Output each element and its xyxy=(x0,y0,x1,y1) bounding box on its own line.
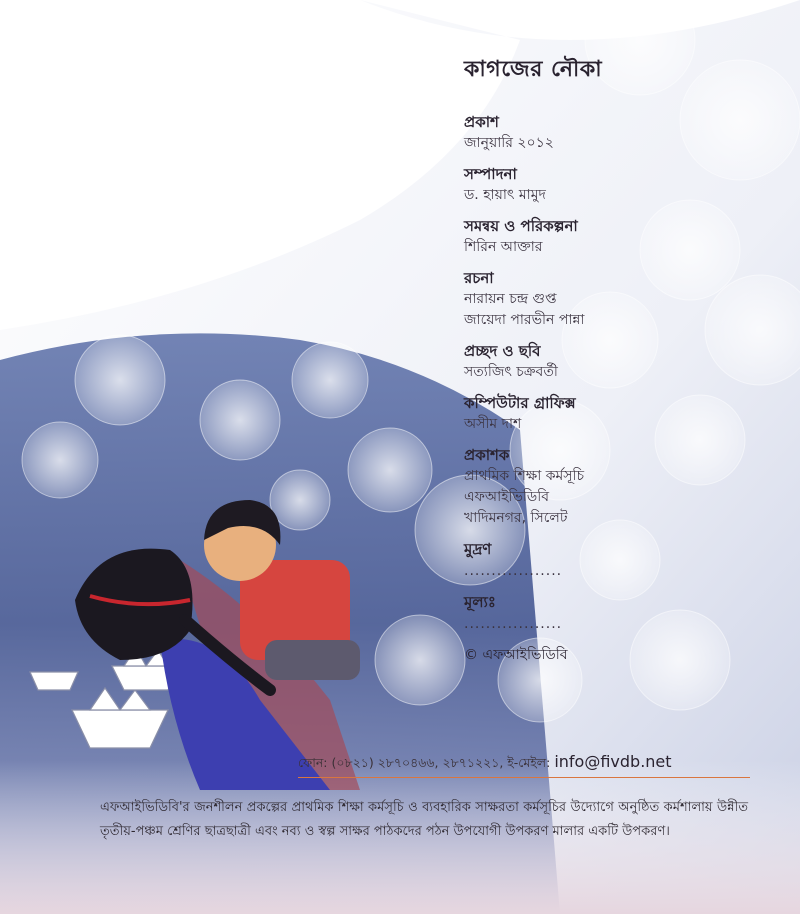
footer-description: এফআইভিডিবি'র জনশীলন প্রকল্পের প্রাথমিক শিক্ষা কর্মসূচি ও ব্যবহারিক সাক্ষরতা কর্মসূচির উদ্যোগে অনুষ্ঠিত কর্মশালায় উন্নীত তৃতীয়-পঞ্চম শ্রেণির ছাত্রছাত্রী এবং নব্য ও স্বল্প সাক্ষর পাঠকদের পঠন উপযোগী উপকরণ মালার একটি উপকরণ। xyxy=(100,800,748,839)
credit-publisher xyxy=(464,444,784,529)
book-title: কাগজের নৌকা xyxy=(464,57,603,82)
credit-value: জানুয়ারি ২০১২ xyxy=(464,135,554,151)
phone-text: ফোন: (০৮২১) ২৮৭০৪৬৬, ২৮৭১২২১, ই-মেইল: xyxy=(298,755,551,770)
credit-label: সমন্বয় ও পরিকল্পনা xyxy=(464,217,578,235)
credit-label: রচনা xyxy=(464,269,494,287)
credit-value: জায়েদা পারভীন পান্না xyxy=(464,312,585,328)
credits-block xyxy=(464,52,784,666)
price-blank: .................. xyxy=(464,616,563,632)
credit-label: প্রকাশ xyxy=(464,113,499,131)
credit-label: কম্পিউটার গ্রাফিক্স xyxy=(464,394,576,412)
credit-value: নারায়ন চন্দ্র গুপ্ত xyxy=(464,291,557,307)
copyright-notice: © এফআইভিডিবি xyxy=(464,647,568,663)
credit-printing xyxy=(464,538,784,582)
credit-value: প্রাথমিক শিক্ষা কর্মসূচি xyxy=(464,468,585,484)
credit-value: এফআইভিডিবি xyxy=(464,489,550,505)
credit-value: অসীম দাশ xyxy=(464,416,522,432)
credit-publication xyxy=(464,111,784,154)
price-label: মূল্যঃ xyxy=(464,593,496,611)
credit-label: প্রকাশক xyxy=(464,446,510,464)
credit-label: প্রচ্ছদ ও ছবি xyxy=(464,342,541,360)
credit-value: সত্যজিৎ চক্রবর্তী xyxy=(464,364,558,380)
printing-blank: .................. xyxy=(464,563,563,579)
credit-label: সম্পাদনা xyxy=(464,165,517,183)
credit-value: শিরিন আক্তার xyxy=(464,239,543,255)
credit-price xyxy=(464,591,784,635)
credit-editing xyxy=(464,163,784,206)
credit-value: খাদিমনগর, সিলেট xyxy=(464,510,568,526)
credit-value: ড. হায়াৎ মামুদ xyxy=(464,187,546,203)
credit-coordination xyxy=(464,215,784,258)
printing-label: মুদ্রণ xyxy=(464,540,492,558)
credit-cover-art xyxy=(464,340,784,383)
contact-line xyxy=(298,752,750,778)
credit-writing xyxy=(464,267,784,331)
email-link[interactable]: info@fivdb.net xyxy=(554,752,672,771)
credit-graphics xyxy=(464,392,784,435)
